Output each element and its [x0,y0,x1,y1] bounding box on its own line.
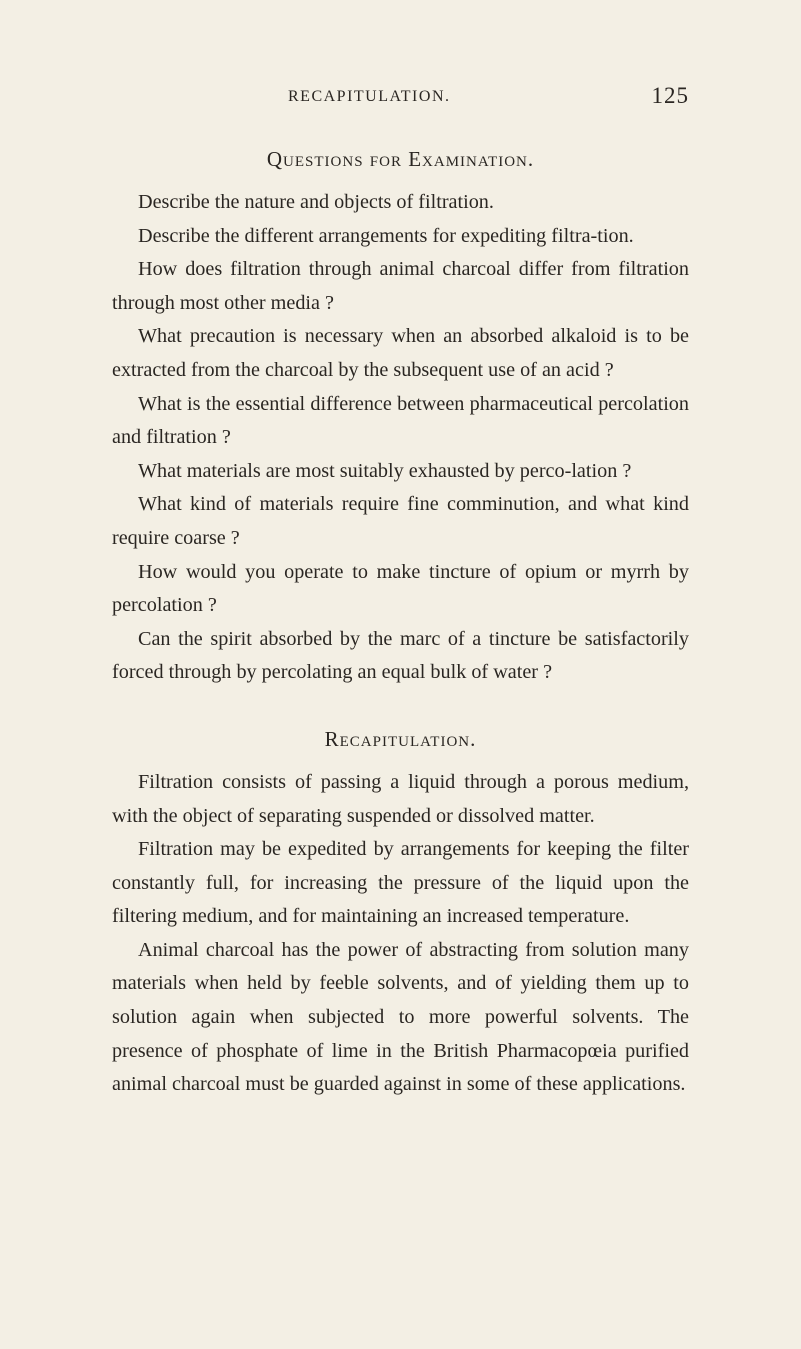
question-item: How would you operate to make tincture of opium or myrrh by percolation ? [112,560,689,617]
page-number: 125 [651,83,689,108]
recapitulation-paragraph: Filtration may be expedited by arrangements for keeping the filter constantly full, for increasing the pressure of the liquid upon the filtering medium, and for maintaining an increased temperature. [112,838,689,928]
recapitulation-paragraph: Animal charcoal has the power of abstracting from solution many materials when held by feeble solvents, and of yielding them up to solution again when subjected to more powerful solvents. The presence of phosphate of lime in the British Pharmacopœia purified animal charcoal must be guarded against in some of these applications. [112,938,689,1096]
question-item: Describe the different arrangements for expediting filtra-tion. [138,224,634,247]
question-item: Describe the nature and objects of filtration. [138,191,494,213]
recapitulation-body [112,766,689,1102]
question-item: What precaution is necessary when an absorbed alkaloid is to be extracted from the charcoal by the subsequent use of an acid ? [112,325,689,381]
question-item: What is the essential difference between pharmaceutical percolation and filtration ? [112,392,689,449]
recapitulation-heading: Recapitulation. [324,726,477,751]
question-item: What materials are most suitably exhausted by perco-lation ? [138,459,632,482]
question-item: How does filtration through animal charcoal differ from filtration through most other media ? [112,258,689,314]
running-title: RECAPITULATION. [288,88,451,105]
questions-list [112,186,689,690]
question-item: Can the spirit absorbed by the marc of a tincture be satisfactorily forced through by percolating an equal bulk of water ? [112,627,689,684]
question-item: What kind of materials require fine comminution, and what kind require coarse ? [112,493,689,549]
running-head [112,83,689,112]
recapitulation-paragraph: Filtration consists of passing a liquid through a porous medium, with the object of separating suspended or dissolved matter. [112,770,689,827]
questions-heading: Questions for Examination. [266,147,535,171]
